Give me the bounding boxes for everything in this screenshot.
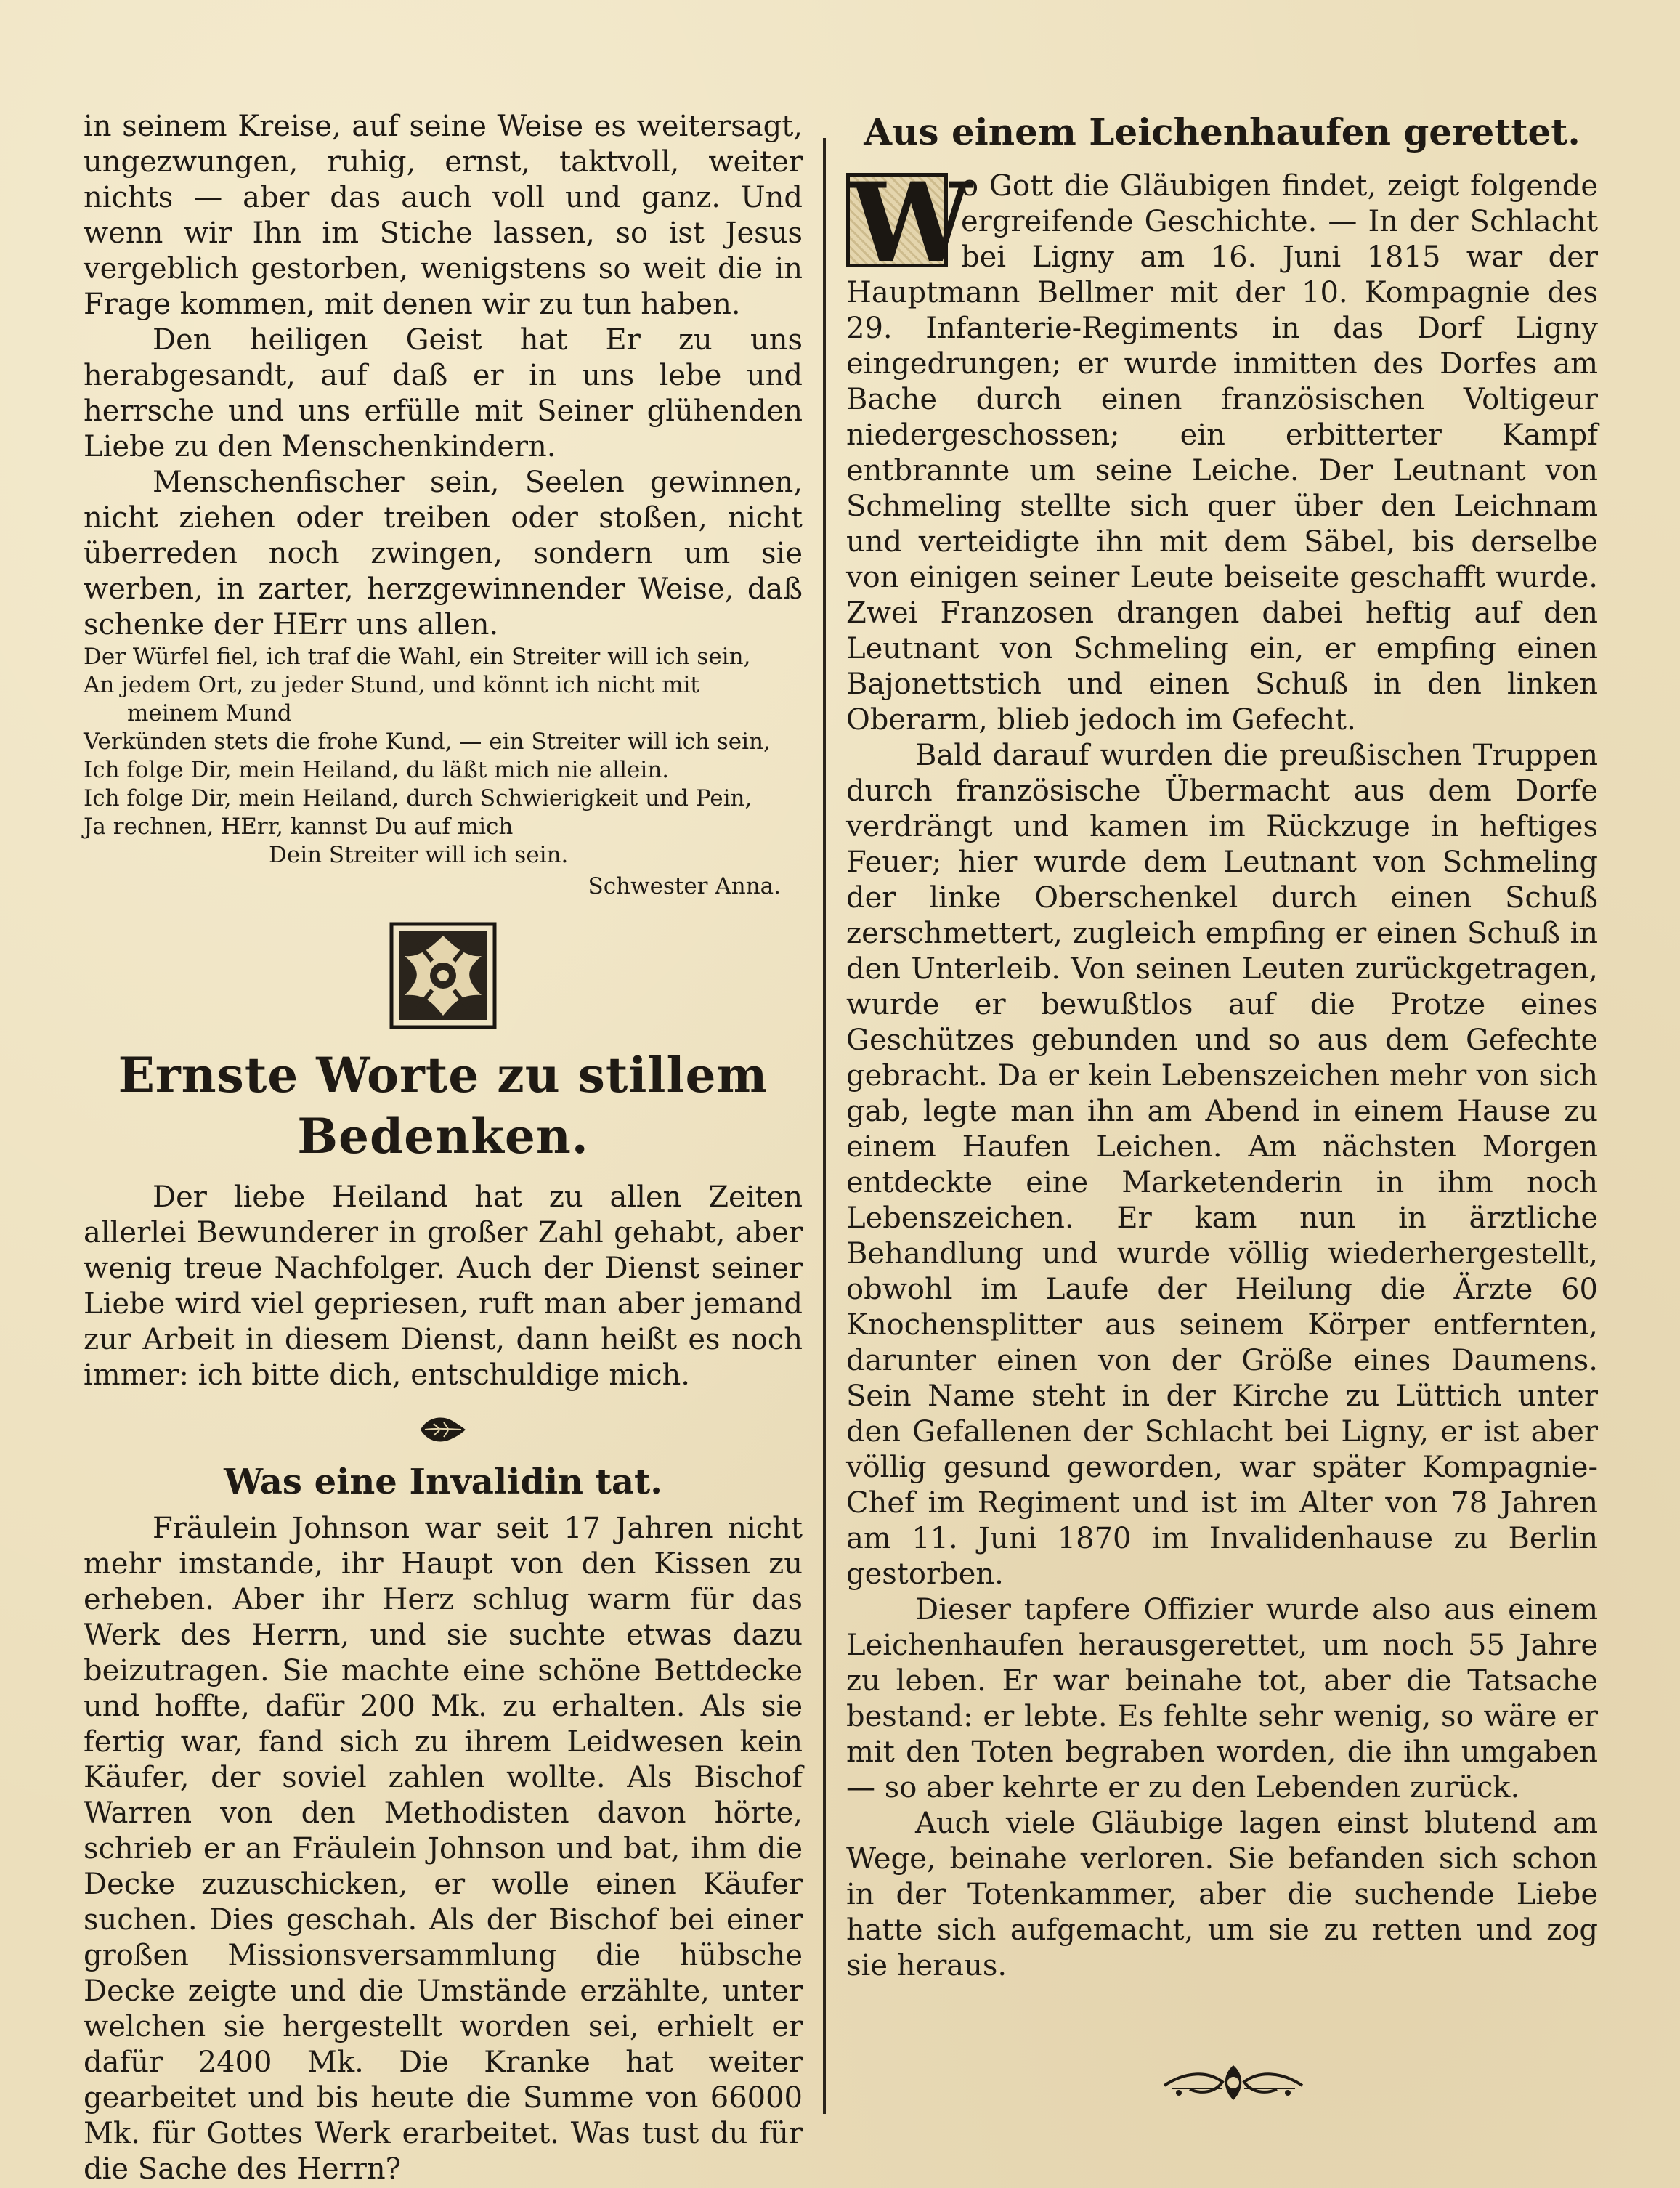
poem-line: Dein Streiter will ich sein. [269, 842, 569, 868]
paragraph: Dieser tapfere Offizier wurde also aus einem Leichenhaufen herausgerettet, um noch 55 Jahre zu leben. Er war beinahe tot, aber die Tatsache bestand: er lebte. Es fehlte sehr wenig, so wäre er mit den Toten begraben worden, die ihn umgaben — so aber kehrte er zu den Lebenden zurück. [846, 1593, 1598, 1804]
scroll-ornament-icon [1157, 2057, 1310, 2107]
paragraph: Der liebe Heiland hat zu allen Zeiten allerlei Bewunderer in großer Zahl gehabt, aber wenig treue Nachfolger. Auch der Dienst seiner Liebe wird viel gepriesen, ruft man aber jemand zur Arbeit in diesem Dienst, dann heißt es noch immer: ich bitte dich, entschuldige mich. [84, 1180, 803, 1392]
paragraph: Auch viele Gläubige lagen einst blutend am Wege, beinahe verloren. Sie befanden sich schon in der Totenkammer, aber die suchende Liebe hatte sich aufgemacht, um sie zu retten und zog sie heraus. [846, 1807, 1598, 1982]
article-continuation-paragraph: in seinem Kreise, auf seine Weise es weitersagt, ungezwungen, ruhig, ernst, taktvoll, weiter nichts — aber das auch voll und ganz. Und wenn wir Ihn im Stiche lassen, so ist Jesus vergeblich gestorben, wenigstens so weit die in Frage kommen, mit denen wir zu tun haben. [84, 110, 803, 321]
poem-signature: Schwester Anna. [588, 873, 781, 899]
paragraph: Den heiligen Geist hat Er zu uns herabgesandt, auf daß er in uns lebe und herrsche und uns erfülle mit Seiner glühenden Liebe zu den Menschenkindern. [84, 323, 803, 463]
drop-cap: W [846, 173, 948, 267]
paragraph: Bald darauf wurden die preußischen Truppen durch französische Übermacht aus dem Dorfe verdrängt und kamen im Rückzuge in heftiges Feuer; hier wurde dem Leutnant von Schmeling der linke Oberschenkel durch einen Schuß zerschmettert, zugleich empfing er einen Schuß in den Unterleib. Von seinen Leuten zurückgetragen, wurde er bewußtlos auf die Protze eines Geschützes gebunden und so aus dem Gefechte gebracht. Da er kein Lebenszeichen mehr von sich gab, legte man ihn am Abend in einem Hause zu einem Haufen Leichen. Am nächsten Morgen entdeckte eine Marketenderin in ihm noch Lebenszeichen. Er kam nun in ärztliche Behandlung und wurde völlig wiederhergestellt, obwohl im Laufe der Heilung die Ärzte 60 Knochensplitter aus seinem Körper entfernten, darunter einen von der Größe eines Daumens. Sein Name steht in der Kirche zu Lüttich unter den Gefallenen der Schlacht bei Ligny, er ist aber völlig gesund geworden, war später Kompagnie-Chef im Regiment und ist im Alter von 78 Jahren am 11. Juni 1870 im Invalidenhause zu Berlin gestorben. [846, 739, 1598, 1591]
paragraph: Fräulein Johnson war seit 17 Jahren nicht mehr imstande, ihr Haupt von den Kissen zu erheben. Aber ihr Herz schlug warm für das Werk des Herrn, und sie suchte etwas dazu beizutragen. Sie machte eine schöne Bettdecke und hoffte, dafür 200 Mk. zu erhalten. Als sie fertig war, fand sich zu ihrem Leidwesen kein Käufer, der soviel zahlen wollte. Als Bischof Warren von den Methodisten davon hörte, schrieb er an Fräulein Johnson und bat, ihm die Decke zuzuschicken, er wolle einen Käufer suchen. Dies geschah. Als der Bischof bei einer großen Missionsversammlung die hübsche Decke zeigte und die Umstände erzählte, unter welchen sie hergestellt worden sei, erhielt er dafür 2400 Mk. Die Kranke hat weiter gearbeitet und bis heute die Summe von 66000 Mk. für Gottes Werk erarbeitet. Was tust du für die Sache des Herrn? [84, 1512, 803, 2186]
poem-line: Verkünden stets die frohe Kund, — ein Streiter will ich sein, [84, 729, 771, 755]
left-column [84, 109, 803, 2187]
leaf-ornament [84, 1414, 803, 1446]
article-heading: Aus einem Leichenhaufen gerettet. [864, 110, 1580, 153]
poem-line: Ja rechnen, HErr, kannst Du auf mich [84, 814, 514, 840]
floral-ornament-icon [389, 921, 498, 1030]
paragraph: o Gott die Gläubigen findet, zeigt folgende ergreifende Geschichte. — In der Schlacht bei Ligny am 16. Juni 1815 war der Hauptmann Bellmer mit der 10. Kompagnie des 29. Infanterie-Regiments in das Dorf Ligny eingedrungen; er wurde inmitten des Dorfes am Bache durch einen französischen Voltigeur niedergeschossen; ein erbitterter Kampf entbrannte um seine Leiche. Der Leutnant von Schmeling stellte sich quer über den Leichnam und verteidigte ihn mit dem Säbel, bis derselbe von einigen seiner Leute beiseite geschafft wurde. Zwei Franzosen drangen dabei heftig auf den Leutnant von Schmeling ein, er empfing einen Bajonettstich und einen Schuß in den linken Oberarm, blieb jedoch im Gefecht. [846, 169, 1598, 737]
poem-line: Ich folge Dir, mein Heiland, du läßt mich nie allein. [84, 757, 670, 783]
poem-line: Der Würfel fiel, ich traf die Wahl, ein Streiter will ich sein, [84, 644, 751, 670]
ornament-vignette [84, 921, 803, 1030]
first-paragraph [846, 159, 1598, 738]
section-heading: Ernste Worte zu stillem Bedenken. [118, 1047, 768, 1164]
leaf-icon [418, 1414, 468, 1446]
poem-line: Ich folge Dir, mein Heiland, durch Schwierigkeit und Pein, [84, 785, 752, 811]
paragraph: Menschenfischer sein, Seelen gewinnen, nicht ziehen oder treiben oder stoßen, nicht überreden noch zwingen, sondern um sie werben, in zarter, herzgewinnender Weise, daß schenke der HErr uns allen. [84, 466, 803, 641]
poem-line: meinem Mund [127, 700, 292, 726]
column-divider [823, 138, 826, 2114]
poem [84, 643, 803, 901]
poem-line: An jedem Ort, zu jeder Stund, und könnt ich nicht mit [84, 672, 699, 698]
tailpiece-ornament [846, 2057, 1598, 2107]
section-heading: Was eine Invalidin tat. [224, 1462, 662, 1502]
right-column [846, 109, 1598, 2107]
